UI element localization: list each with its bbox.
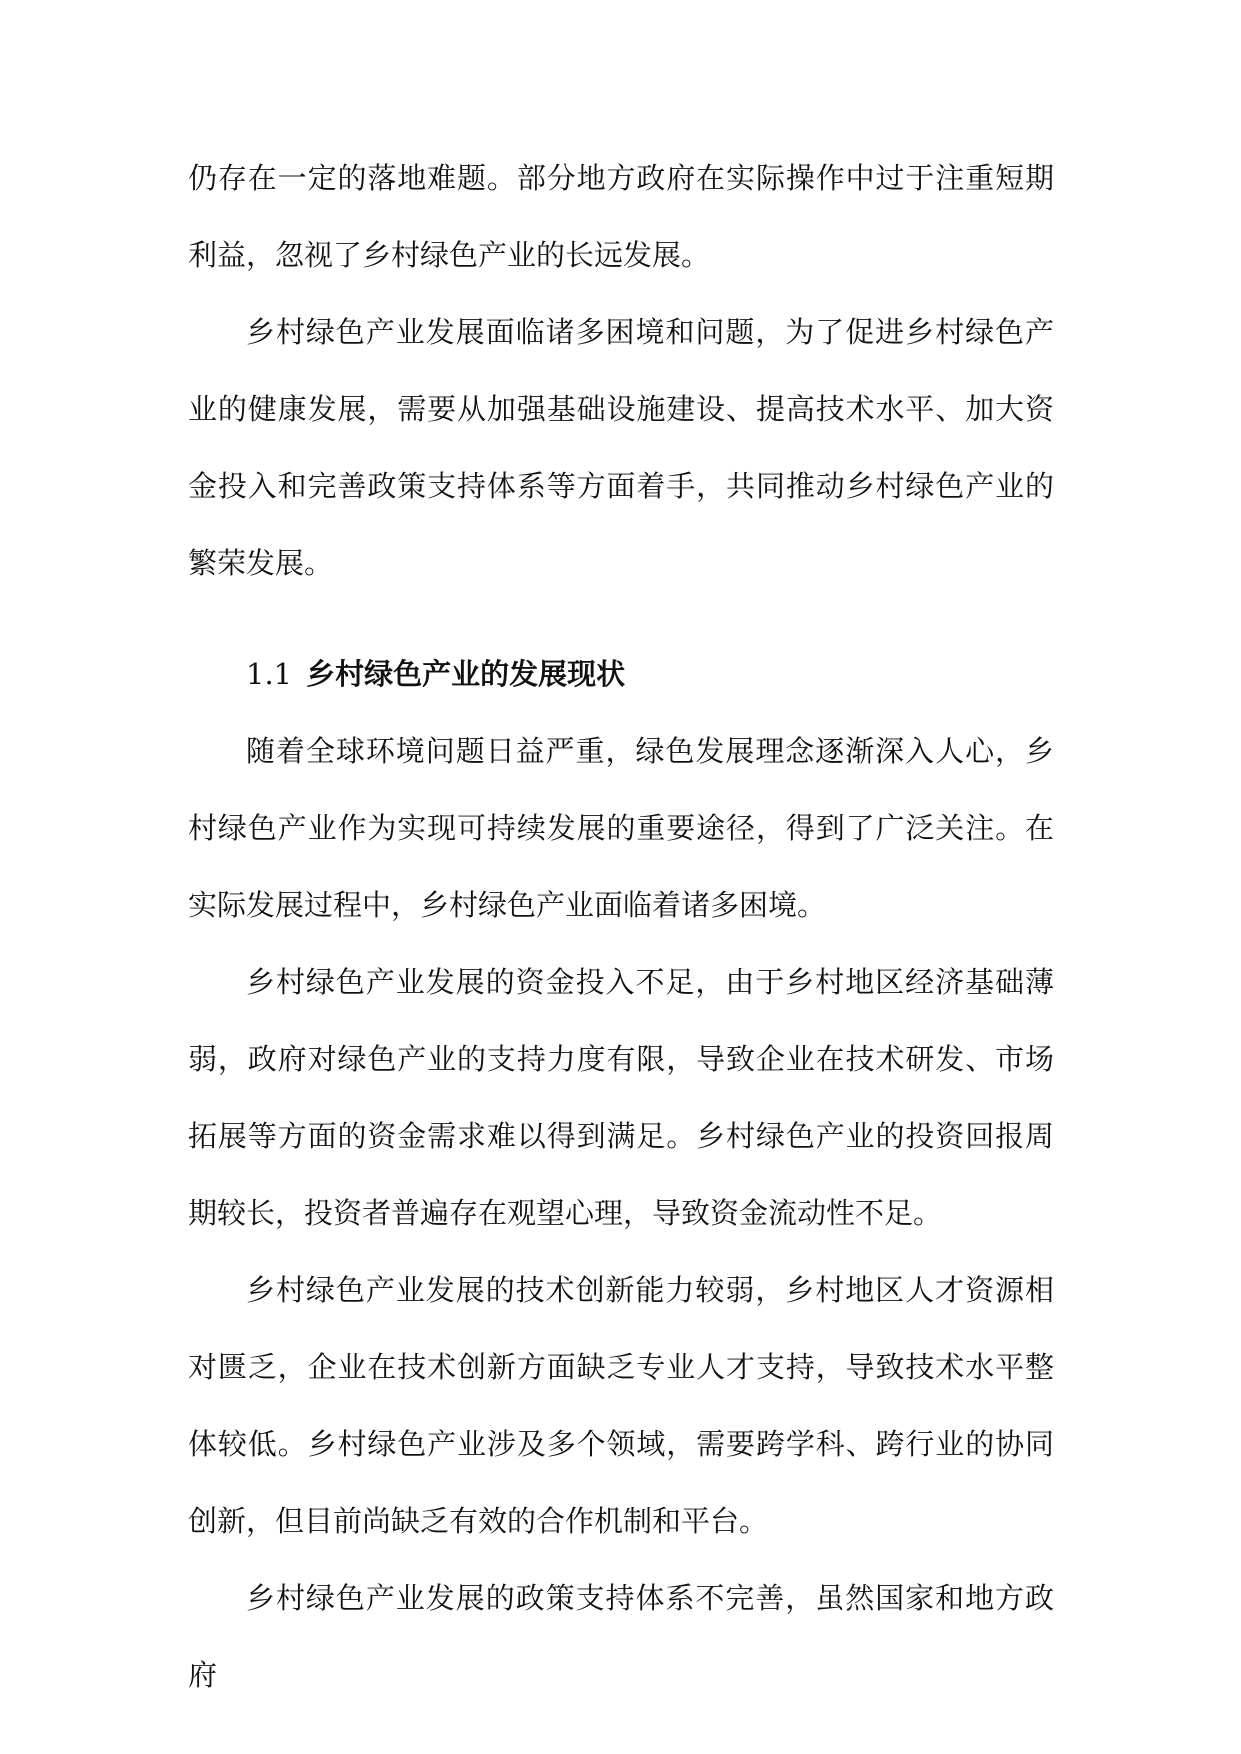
paragraph-background: 随着全球环境问题日益严重，绿色发展理念逐渐深入人心，乡村绿色产业作为实现可持续发展的重要途径，得到了广泛关注。在实际发展过程中，乡村绿色产业面临着诸多困境。 <box>188 734 1054 922</box>
paragraph-technology: 乡村绿色产业发展的技术创新能力较弱，乡村地区人才资源相对匮乏，企业在技术创新方面缺乏专业人才支持，导致技术水平整体较低。乡村绿色产业涉及多个领域，需要跨学科、跨行业的协同创新，但目前尚缺乏有效的合作机制和平台。 <box>188 1273 1054 1538</box>
section-title: 乡村绿色产业的发展现状 <box>306 657 626 691</box>
document-body <box>188 140 1054 1714</box>
section-heading <box>188 636 1054 713</box>
paragraph-policy: 乡村绿色产业发展的政策支持体系不完善，虽然国家和地方政府 <box>188 1581 1054 1692</box>
paragraph-funding: 乡村绿色产业发展的资金投入不足，由于乡村地区经济基础薄弱，政府对绿色产业的支持力度有限，导致企业在技术研发、市场拓展等方面的资金需求难以得到满足。乡村绿色产业的投资回报周期较长，投资者普遍存在观望心理，导致资金流动性不足。 <box>188 965 1054 1230</box>
section-number: 1.1 <box>246 657 293 691</box>
paragraph-summary: 乡村绿色产业发展面临诸多困境和问题，为了促进乡村绿色产业的健康发展，需要从加强基础设施建设、提高技术水平、加大资金投入和完善政策支持体系等方面着手，共同推动乡村绿色产业的繁荣发展。 <box>188 315 1054 580</box>
paragraph-continued: 仍存在一定的落地难题。部分地方政府在实际操作中过于注重短期利益，忽视了乡村绿色产业的长远发展。 <box>188 161 1054 272</box>
